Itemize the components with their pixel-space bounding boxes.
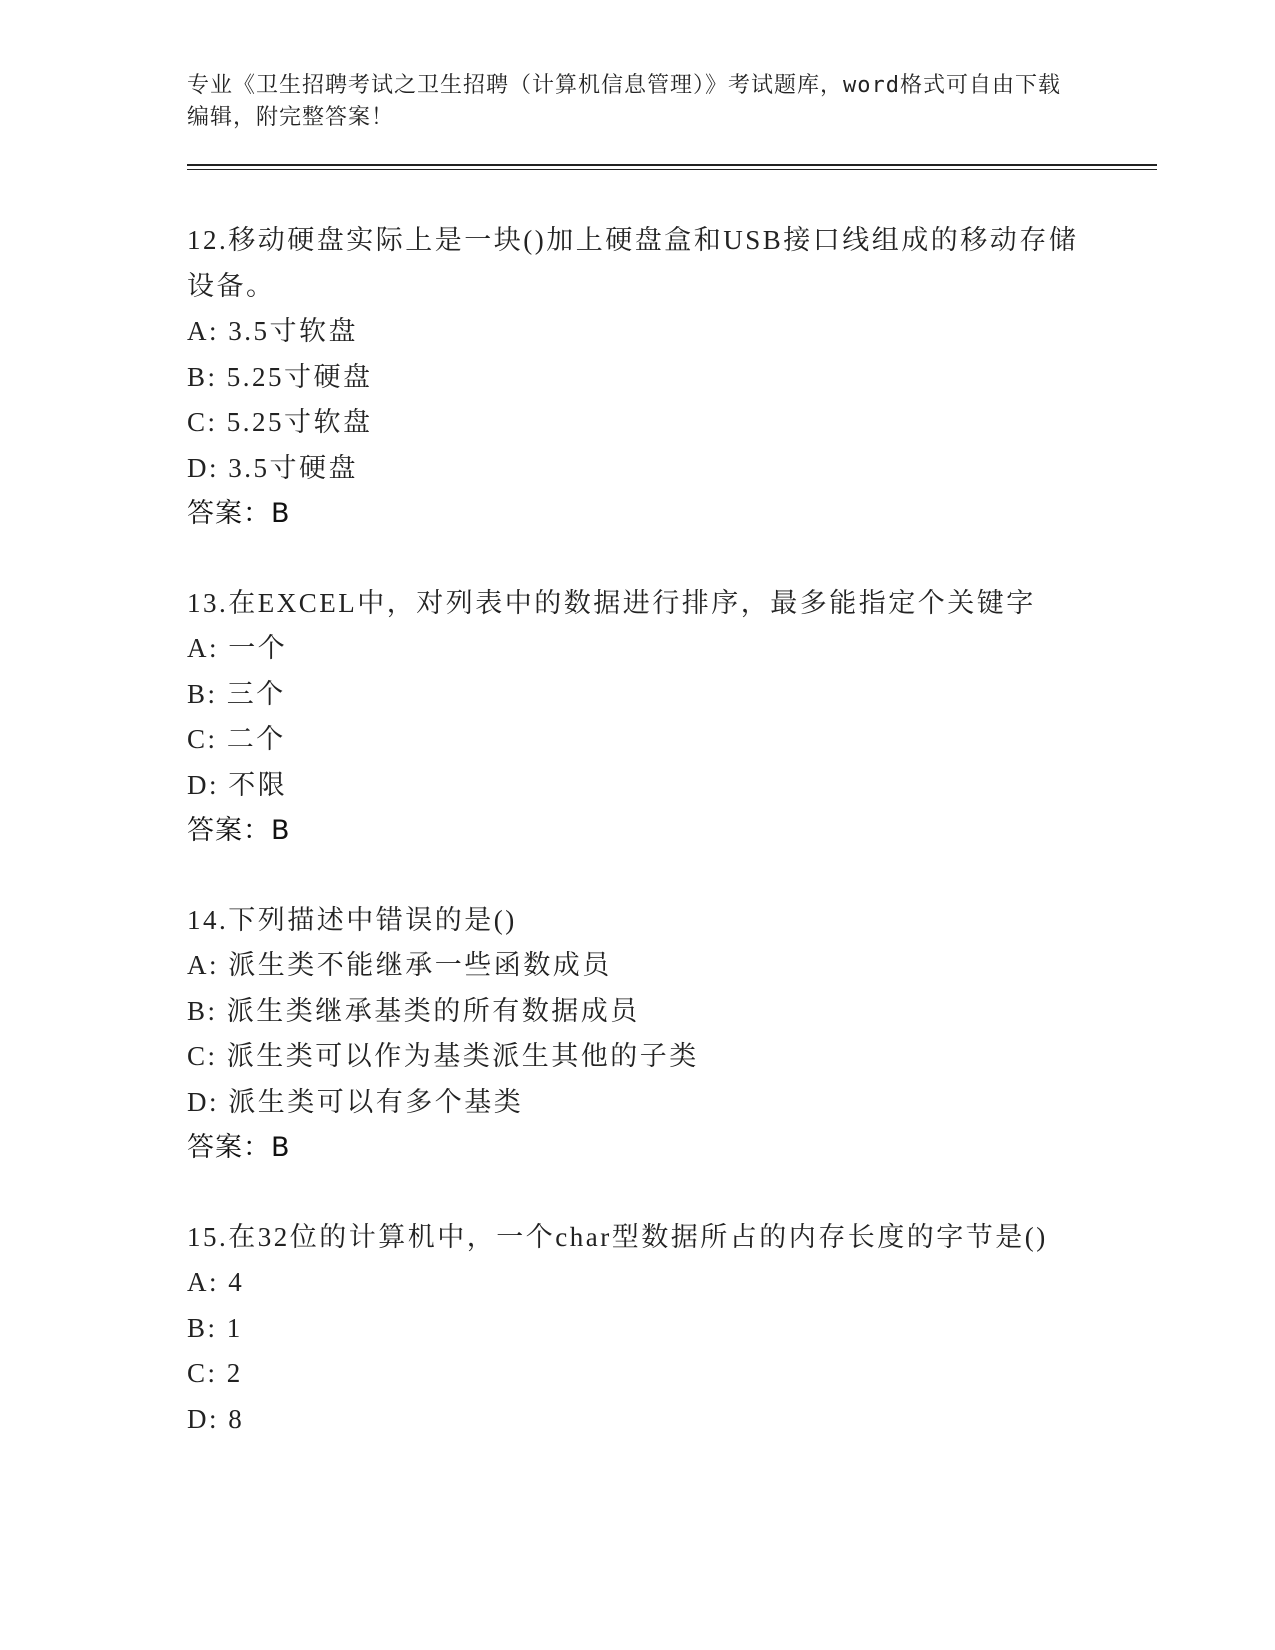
answer-line: 答案：B [187, 815, 291, 846]
question-14 [187, 898, 1157, 1171]
option-c: C: 2 [187, 1358, 243, 1388]
question-stem: 15.在32位的计算机中，一个char型数据所占的内存长度的字节是() [187, 1221, 1048, 1252]
option-d: D: 3.5寸硬盘 [187, 452, 358, 483]
answer-line: 答案：B [187, 1132, 291, 1163]
question-13 [187, 581, 1157, 854]
option-d: D: 8 [187, 1403, 245, 1434]
question-stem: 14.下列描述中错误的是() [187, 904, 517, 935]
option-a: A: 派生类不能继承一些函数成员 [187, 950, 612, 980]
option-c: C: 派生类可以作为基类派生其他的子类 [187, 1041, 699, 1071]
question-15 [187, 1215, 1157, 1443]
question-list [187, 218, 1157, 1442]
option-a: A: 一个 [187, 633, 288, 663]
option-c: C: 5.25寸软盘 [187, 407, 373, 437]
question-12 [187, 218, 1157, 537]
document-page [187, 70, 1157, 1486]
document-header: 专业《卫生招聘考试之卫生招聘（计算机信息管理）》考试题库，word格式可自由下载编辑，附完整答案！ [187, 73, 1061, 130]
answer-line: 答案：B [187, 498, 291, 529]
header-divider [187, 164, 1157, 170]
option-d: D: 派生类可以有多个基类 [187, 1086, 524, 1117]
option-a: A: 3.5寸软盘 [187, 316, 358, 346]
question-stem: 13.在EXCEL中，对列表中的数据进行排序，最多能指定个关键字 [187, 587, 1036, 618]
option-b: B: 1 [187, 1312, 243, 1343]
option-a: A: 4 [187, 1267, 245, 1297]
option-c: C: 二个 [187, 724, 286, 754]
option-b: B: 三个 [187, 678, 286, 709]
question-stem: 12.移动硬盘实际上是一块()加上硬盘盒和USB接口线组成的移动存储设备。 [187, 225, 1079, 301]
option-b: B: 5.25寸硬盘 [187, 361, 373, 392]
option-b: B: 派生类继承基类的所有数据成员 [187, 995, 640, 1026]
option-d: D: 不限 [187, 769, 288, 800]
